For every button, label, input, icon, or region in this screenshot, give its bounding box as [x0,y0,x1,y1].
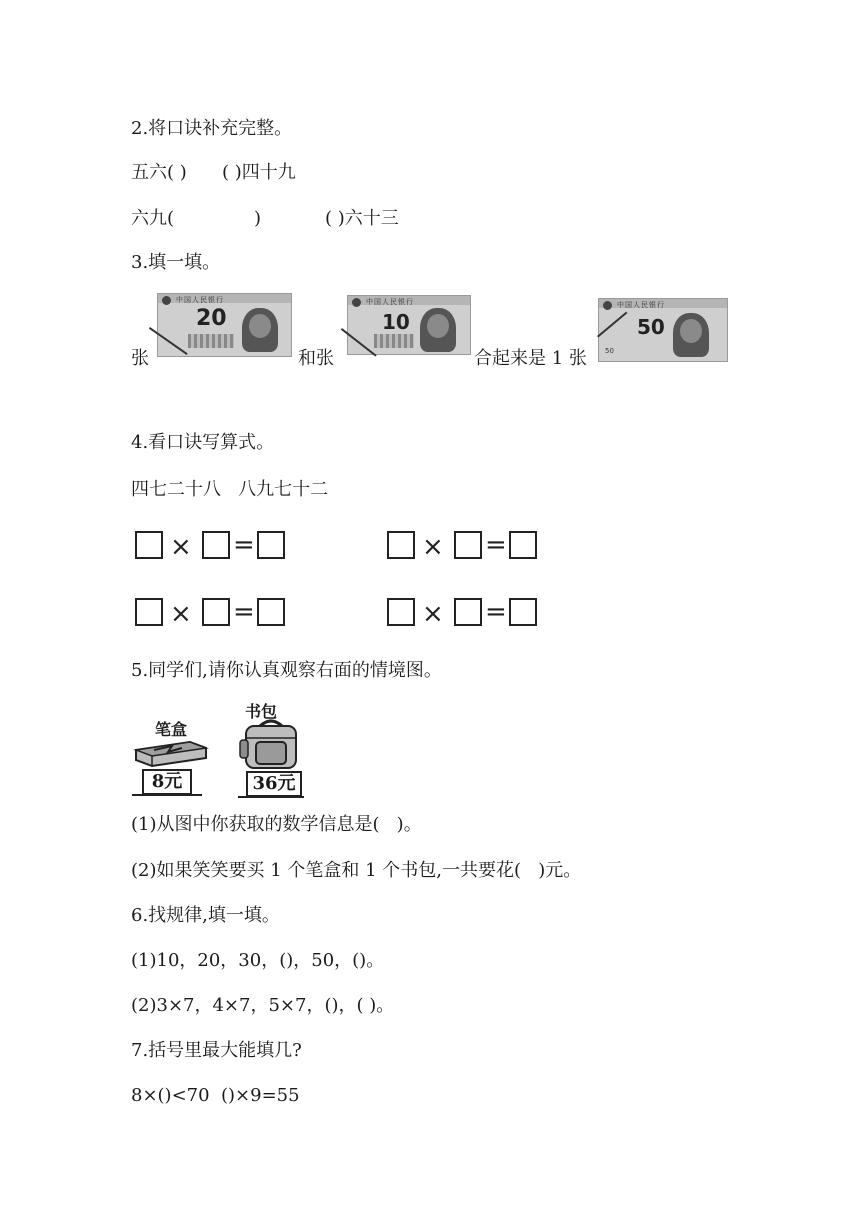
answer-box[interactable] [387,598,415,626]
answer-box[interactable] [257,598,285,626]
bank-title: 中国人民银行 [617,301,665,309]
q5-sub-2: (2)如果笑笑要买 1 个笔盒和 1 个书包,一共要花( )元。 [131,860,582,881]
equals-sign: = [485,530,507,560]
q4-title: 4.看口诀写算式。 [131,432,275,453]
q6-sub-1: (1)10，20，30，()，50，()。 [131,950,385,971]
q6-sub-2: (2)3×7，4×7，5×7，()，( )。 [131,995,395,1016]
q2-rhyme-3: 六九( [131,208,175,229]
answer-box[interactable] [509,531,537,559]
q4-rhymes: 四七二十八 八九七十二 [131,479,329,500]
schoolbag-price: 36元 [246,771,302,797]
q3-title: 3.填一填。 [131,252,221,273]
answer-box[interactable] [202,598,230,626]
q7-line: 8×()<70 ()×9=55 [131,1085,300,1106]
q2-rhyme-2: ( )四十九 [222,162,296,183]
national-emblem-icon [352,298,361,307]
banknote-50 [598,298,728,362]
schoolbag-icon [238,716,304,770]
pencil-case-price: 8元 [142,769,192,795]
denomination-small: 50 [605,347,614,355]
times-sign: × [170,532,192,562]
q2-rhyme-3-close: ) [254,208,262,229]
times-sign: × [170,599,192,629]
answer-box[interactable] [454,531,482,559]
equals-sign: = [233,530,255,560]
bank-title: 中国人民银行 [176,296,224,304]
denomination: 10 [382,310,410,334]
pencil-case-label: 笔盒 [155,720,188,739]
answer-box[interactable] [454,598,482,626]
q3-word-2: 和张 [298,348,334,369]
equals-sign: = [485,597,507,627]
q5-title: 5.同学们,请你认真观察右面的情境图。 [131,660,442,681]
q3-word-3: 合起来是 1 张 [474,348,587,369]
times-sign: × [422,532,444,562]
q2-rhyme-1: 五六( ) [131,162,187,183]
q3-word-1: 张 [131,348,149,369]
pencil-case-icon [132,736,210,770]
schoolbag-label: 书包 [245,702,278,721]
answer-box[interactable] [202,531,230,559]
q2-title: 2.将口诀补充完整。 [131,118,293,139]
national-emblem-icon [162,296,171,305]
q2-rhyme-4: ( )六十三 [325,208,399,229]
times-sign: × [422,599,444,629]
answer-box[interactable] [387,531,415,559]
equals-sign: = [233,597,255,627]
denomination: 50 [637,315,665,339]
answer-box[interactable] [257,531,285,559]
q6-title: 6.找规律,填一填。 [131,905,280,926]
q5-sub-1: (1)从图中你获取的数学信息是( )。 [131,814,422,835]
national-emblem-icon [603,301,612,310]
answer-box[interactable] [135,531,163,559]
q7-title: 7.括号里最大能填几? [131,1040,302,1061]
denomination: 20 [196,306,227,331]
answer-box[interactable] [509,598,537,626]
answer-box[interactable] [135,598,163,626]
bank-title: 中国人民银行 [366,298,414,306]
